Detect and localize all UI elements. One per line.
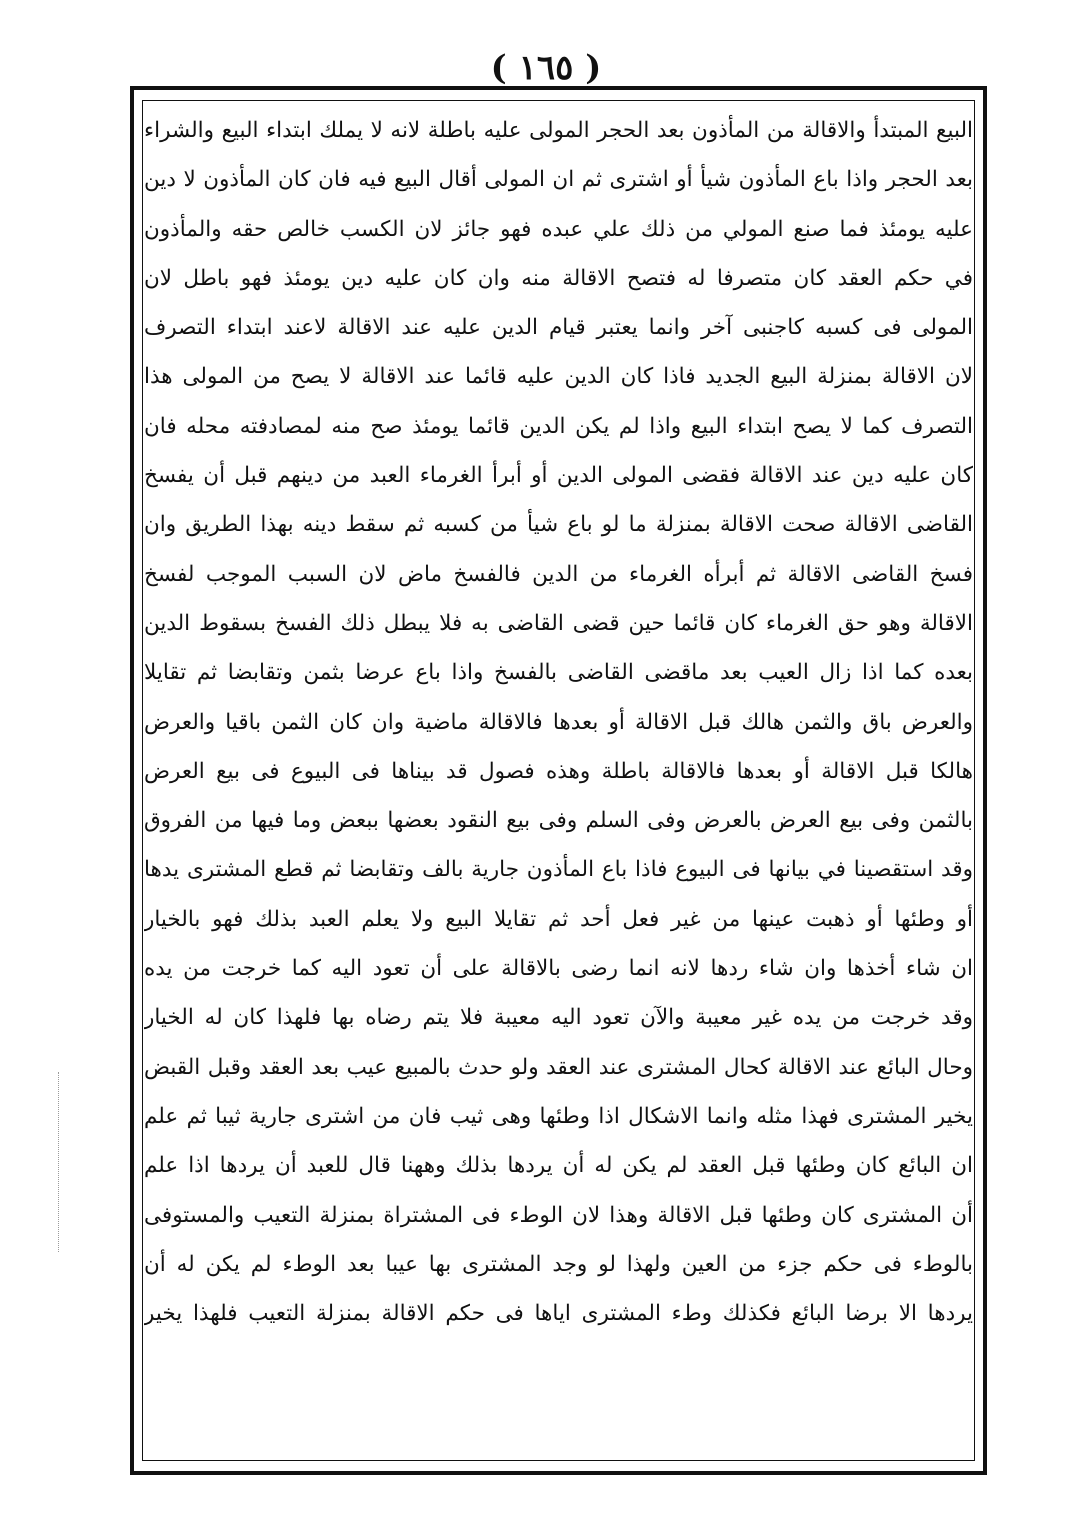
body-text — [144, 106, 973, 1338]
text-line: بالثمن وفى بيع العرض بالعرض وفى السلم وفى بيع النقود بعضها ببعض وما فيها من الفروق — [144, 808, 973, 834]
text-line: بعده كما اذا زال العيب بعد ماقضى القاضى بالفسخ واذا باع عرضا بثمن وتقابضا ثم تقايلا — [144, 660, 973, 686]
text-line: البيع المبتدأ والاقالة من المأذون بعد الحجر المولى عليه باطلة لانه لا يملك ابتداء البيع والشراء — [144, 118, 973, 143]
text-line: بالوطء فى حكم جزء من العين ولهذا لو وجد المشترى بها عيبا بعد الوطء لم يكن له أن — [144, 1251, 973, 1277]
text-line: فسخ القاضى الاقالة ثم أبرأه الغرماء من الدين فالفسخ ماض لان السبب الموجب لفسخ — [144, 561, 973, 587]
text-line: أن المشترى كان وطئها قبل الاقالة وهذا لان الوطء فى المشتراة بمنزلة التعيب والمستوفى — [144, 1202, 973, 1228]
page-frame — [130, 86, 987, 1475]
text-line: والعرض باق والثمن هالك قبل الاقالة أو بعدها فالاقالة ماضية وان كان الثمن باقيا والعرض — [144, 709, 973, 735]
text-line: ان شاء أخذها وان شاء ردها لانه انما رضى بالاقالة على أن تعود اليه كما خرجت من يده — [144, 956, 973, 982]
text-line: وقد خرجت من يده غير معيبة والآن تعود اليه معيبة فلا يتم رضاه بها فلهذا كان له الخيار — [144, 1005, 973, 1031]
text-line: الاقالة وهو حق الغرماء كان قائما حين قضى القاضى به فلا يبطل ذلك الفسخ بسقوط الدين — [144, 610, 973, 636]
text-line: المولى فى كسبه كاجنبى آخر وانما يعتبر قيام الدين عليه عند الاقالة لاعند ابتداء التصرف — [144, 315, 973, 341]
margin-mark — [58, 1072, 60, 1252]
text-line: وقد استقصينا في بيانها فى البيوع فاذا باع المأذون جارية بالف وتقابضا ثم قطع المشترى يدها — [144, 857, 973, 883]
text-line: كان عليه دين عند الاقالة فقضى المولى الدين أو أبرأ الغرماء العبد من دينهم قبل أن يفسخ — [144, 463, 973, 489]
text-line: القاضى الاقالة صحت الاقالة بمنزلة ما لو باع شيأ من كسبه ثم سقط دينه بهذا الطريق وان — [144, 512, 973, 538]
text-line: يردها الا برضا البائع فكذلك وطء المشترى اياها فى حكم الاقالة بمنزلة التعيب فلهذا يخير — [144, 1301, 973, 1327]
text-line: لان الاقالة بمنزلة البيع الجديد فاذا كان الدين عليه قائما عند الاقالة لا يصح من المولى هذا — [144, 364, 973, 390]
text-line: وحال البائع عند الاقالة كحال المشترى عند العقد ولو حدث بالمبيع عيب بعد العقد وقبل القبض — [144, 1054, 973, 1080]
text-line: هالكا قبل الاقالة أو بعدها فالاقالة باطلة وهذه فصول قد بيناها فى البيوع فى بيع العرض — [144, 758, 973, 784]
text-line: التصرف كما لا يصح ابتداء البيع واذا لم يكن الدين قائما يومئذ صح منه لمصادفته محله فان — [144, 413, 973, 439]
text-line: في حكم العقد كان متصرفا له فتصح الاقالة منه وان كان عليه دين يومئذ فهو باطل لان — [144, 265, 973, 291]
text-line: أو وطئها أو ذهبت عينها من غير فعل أحد ثم تقايلا البيع ولا يعلم العبد بذلك فهو بالخيار — [144, 906, 973, 932]
text-line: بعد الحجر واذا باع المأذون شيأ أو اشترى ثم ان المولى أقال البيع فيه فان كان المأذون لا دين — [144, 167, 973, 193]
text-line: يخير المشترى فهذا مثله وانما الاشكال اذا وطئها وهى ثيب فان من اشترى جارية ثيبا ثم علم — [144, 1103, 973, 1129]
page-number: ( ١٦٥ ) — [490, 48, 602, 88]
text-line: عليه يومئذ فما صنع المولي من ذلك علي عبده فهو جائز لان الكسب خالص حقه والمأذون — [144, 216, 973, 242]
text-line: ان البائع كان وطئها قبل العقد لم يكن له أن يردها بذلك وههنا قال للعبد أن يردها اذا علم — [144, 1153, 973, 1179]
